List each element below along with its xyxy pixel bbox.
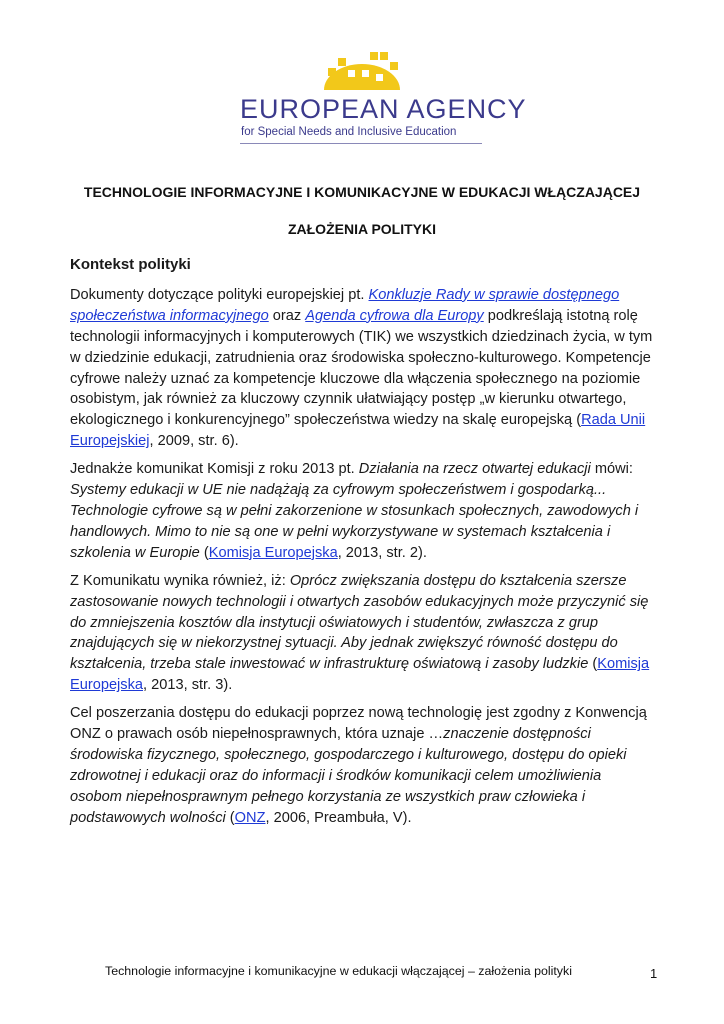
page-number: 1 bbox=[650, 966, 658, 981]
paragraph-1: Dokumenty dotyczące polityki europejskiej pt. Konkluzje Rady w sprawie dostępnego społeczeństwa informacyjnego oraz Agenda cyfrowa dla Europy podkreślają istotną rolę technologii informacyjnych i komputerowych (TIK) we wszystkich dziedzinach życia, w tym w dziedzinie edukacji, zatrudnienia oraz środowiska społeczno-kulturowego. Kompetencje cyfrowe należy uznać za kompetencje kluczowe dla włączenia społecznego na poziomie osobistym, jak również za kluczowy czynnik ułatwiający postęp „w kierunku otwartego, ekologicznego i konkurencyjnego” społeczeństwa wiedzy na skalę europejską (Rada Unii Europejskiej, 2009, str. 6). bbox=[70, 286, 653, 450]
paragraph-2: Jednakże komunikat Komisji z roku 2013 pt. Działania na rzecz otwartej edukacji mówi: Systemy edukacji w UE nie nadążają za cyfrowym społeczeństwem i gospodarką... Technologie cyfrowe są w pełni zakorzenione w stosunkach społecznych, zawodowych i handlowych. Mimo to nie są one w pełni wykorzystywane w systemach kształcenia i szkolenia w Europie (Komisja Europejska, 2013, str. 2). bbox=[70, 461, 639, 561]
logo-square bbox=[370, 52, 378, 60]
paragraph-3: Z Komunikatu wynika również, iż: Oprócz zwiększania dostępu do kształcenia szersze zastosowanie nowych technologii i otwartych zasobów edukacyjnych może przyczynić się do zmniejszenia kosztów dla instytucji oświatowych i studentów, zwłaszcza z grup znajdujących się w niekorzystnej sytuacji. Aby jednak zwiększyć równość dostępu do kształcenia, trzeba stale inwestować w infrastrukturę oświatową i zasoby ludzkie (Komisja Europejska, 2013, str. 3). bbox=[70, 572, 650, 694]
document-body bbox=[70, 255, 656, 836]
logo-window bbox=[362, 70, 369, 77]
link-un[interactable]: ONZ bbox=[234, 809, 266, 826]
page-footer: Technologie informacyjne i komunikacyjne w edukacji włączającej – założenia polityki bbox=[105, 964, 572, 978]
logo-emblem bbox=[320, 52, 404, 92]
section-heading: Kontekst polityki bbox=[70, 256, 191, 273]
link-european-commission[interactable]: Komisja Europejska bbox=[208, 544, 338, 561]
agency-logo bbox=[0, 40, 724, 150]
logo-divider bbox=[240, 143, 482, 144]
link-eu-council[interactable]: Rada Unii Europejskiej bbox=[70, 412, 646, 450]
logo-window bbox=[348, 70, 355, 77]
agency-subtitle: for Special Needs and Inclusive Education bbox=[241, 126, 457, 138]
document-title: TECHNOLOGIE INFORMACYJNE I KOMUNIKACYJNE W EDUKACJI WŁĄCZAJĄCEJ bbox=[83, 184, 641, 200]
paragraph-4: Cel poszerzania dostępu do edukacji poprzez nową technologię jest zgodny z Konwencją ONZ o prawach osób niepełnosprawnych, która uznaje …znaczenie dostępności środowiska fizycznego, społecznego, gospodarczego i kulturowego, dostępu do opieki zdrowotnej i edukacji oraz do informacji i środków komunikacji celem umożliwienia osobom niepełnosprawnym pełnego korzystania ze wszystkich praw człowieka i podstawowych wolności (ONZ, 2006, Preambuła, V). bbox=[70, 705, 647, 826]
logo-square bbox=[328, 68, 336, 76]
logo-window bbox=[376, 74, 383, 81]
logo-square bbox=[338, 58, 346, 66]
logo-square bbox=[390, 62, 398, 70]
logo-square bbox=[380, 52, 388, 60]
link-council-conclusions[interactable]: Konkluzje Rady w sprawie dostępnego społeczeństwa informacyjnego bbox=[70, 286, 620, 324]
document-subtitle: ZAŁOŻENIA POLITYKI bbox=[287, 221, 437, 237]
agency-name: EUROPEAN AGENCY bbox=[240, 94, 527, 124]
link-european-commission[interactable]: Komisja Europejska bbox=[70, 656, 650, 694]
link-digital-agenda[interactable]: Agenda cyfrowa dla Europy bbox=[305, 307, 484, 324]
